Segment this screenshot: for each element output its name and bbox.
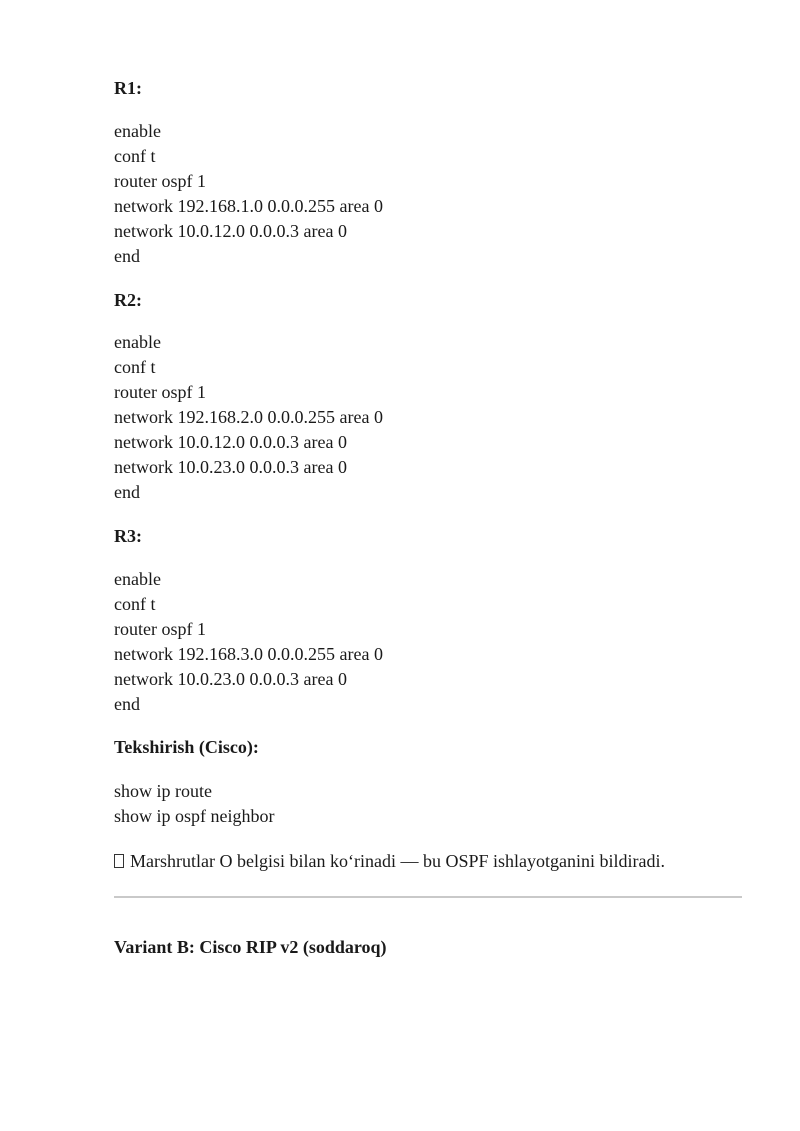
config-line: end [114,482,140,502]
missing-glyph-icon [114,854,124,868]
section-heading-r2: R2: [114,290,142,310]
command-line: show ip route [114,781,212,801]
config-line: conf t [114,594,156,614]
section-heading-verification: Tekshirish (Cisco): [114,737,259,757]
config-line: end [114,246,140,266]
result-note [114,850,665,872]
config-block-r1 [114,119,383,269]
section-heading-r1: R1: [114,78,142,98]
config-block-r3 [114,567,383,717]
config-line: end [114,694,140,714]
config-line: network 192.168.3.0 0.0.0.255 area 0 [114,644,383,664]
config-line: network 10.0.23.0 0.0.0.3 area 0 [114,457,347,477]
section-heading-r3: R3: [114,526,142,546]
config-line: enable [114,569,161,589]
config-block-r2 [114,330,383,505]
config-line: router ospf 1 [114,171,206,191]
config-line: router ospf 1 [114,382,206,402]
config-line: network 10.0.23.0 0.0.0.3 area 0 [114,669,347,689]
config-line: router ospf 1 [114,619,206,639]
result-note-text: Marshrutlar O belgisi bilan ko‘rinadi — bu OSPF ishlayotganini bildiradi. [130,851,665,871]
config-line: network 10.0.12.0 0.0.0.3 area 0 [114,432,347,452]
verification-commands [114,779,275,829]
config-line: enable [114,332,161,352]
command-line: show ip ospf neighbor [114,806,275,826]
config-line: network 192.168.2.0 0.0.0.255 area 0 [114,407,383,427]
horizontal-divider [114,896,742,898]
section-heading-variant-b: Variant B: Cisco RIP v2 (soddaroq) [114,937,387,957]
config-line: conf t [114,357,156,377]
config-line: conf t [114,146,156,166]
config-line: enable [114,121,161,141]
config-line: network 192.168.1.0 0.0.0.255 area 0 [114,196,383,216]
config-line: network 10.0.12.0 0.0.0.3 area 0 [114,221,347,241]
